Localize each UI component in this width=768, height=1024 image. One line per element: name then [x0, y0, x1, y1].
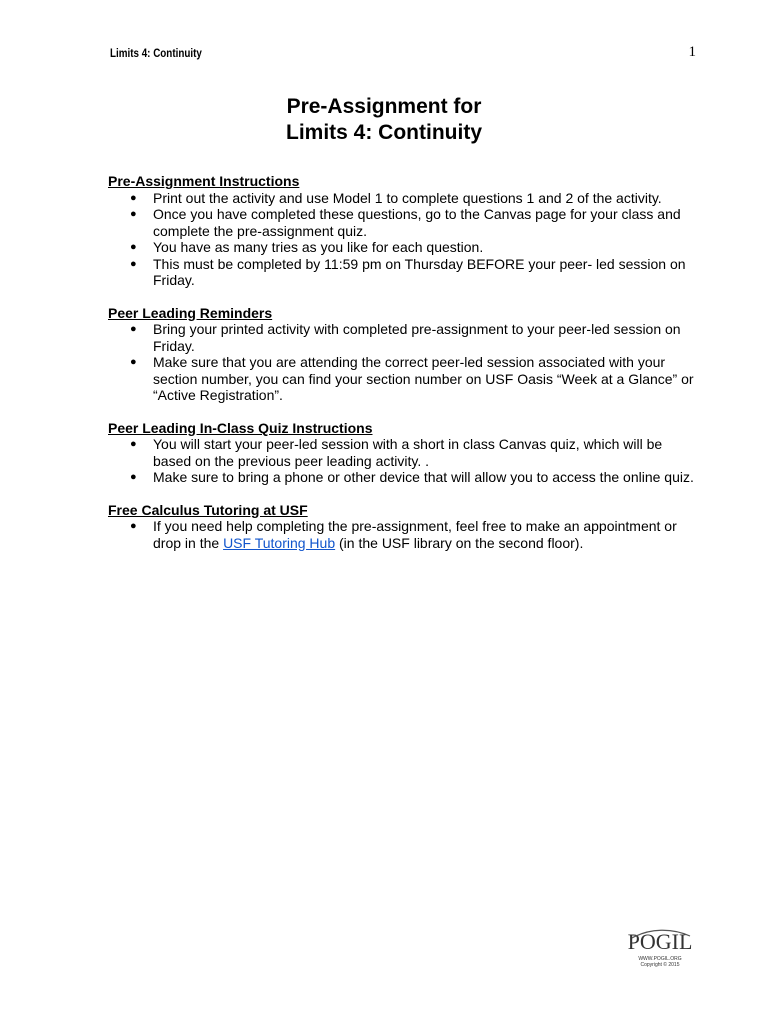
bullet-icon: ●	[130, 520, 137, 532]
bullet-icon: ●	[130, 438, 137, 450]
list-item-text: Bring your printed activity with completed pre-assignment to your peer-led session on Friday.	[153, 321, 681, 354]
document-body	[108, 173, 698, 567]
section-heading: Peer Leading Reminders	[108, 304, 273, 321]
list-item-text: Make sure to bring a phone or other device that will allow you to access the online quiz.	[153, 469, 694, 485]
page-number: 1	[688, 44, 696, 60]
logo-url: WWW.POGIL.ORG	[638, 956, 682, 962]
tutoring-text-before: If you need help completing the pre-assignment, feel free to make an appointment or drop in the	[153, 518, 677, 551]
pogil-logo	[624, 930, 696, 968]
bullet-icon: ●	[130, 241, 137, 253]
section-free-tutoring	[108, 502, 698, 552]
bullet-icon: ●	[130, 208, 137, 220]
list-item	[108, 354, 698, 404]
bullet-icon: ●	[130, 191, 137, 204]
logo-wordmark: POGIL	[627, 929, 693, 954]
section-quiz-instructions	[108, 420, 698, 486]
section-heading: Pre-Assignment Instructions	[108, 173, 300, 189]
bullet-list	[108, 436, 698, 486]
logo-copyright: Copyright © 2015	[640, 962, 680, 968]
list-item	[108, 518, 698, 551]
list-item	[108, 190, 698, 207]
list-item-text: Make sure that you are attending the correct peer-led session associated with your section number, you can find your section number on USF Oasis “Week at a Glance” or “Active Registration”.	[153, 354, 694, 403]
list-item-text: Once you have completed these questions, go to the Canvas page for your class and complete the pre-assignment quiz.	[153, 206, 681, 239]
running-header-title: Limits 4: Continuity	[110, 46, 202, 60]
section-peer-leading-reminders	[108, 305, 698, 404]
list-item-text: This must be completed by 11:59 pm on Thursday BEFORE your peer- led session on Friday.	[153, 255, 686, 288]
title-line-2: Limits 4: Continuity	[286, 121, 482, 144]
section-heading: Free Calculus Tutoring at USF	[108, 501, 308, 518]
list-item	[108, 239, 698, 256]
section-heading: Peer Leading In-Class Quiz Instructions	[108, 419, 373, 436]
page-title	[0, 94, 768, 146]
list-item	[108, 256, 698, 289]
logo-swoosh-icon	[630, 928, 692, 940]
list-item-text: You will start your peer-led session with a short in class Canvas quiz, which will be based on the previous peer leading activity. .	[153, 436, 663, 469]
section-pre-assignment-instructions	[108, 173, 698, 289]
list-item	[108, 436, 698, 469]
bullet-list	[108, 190, 698, 289]
bullet-list	[108, 321, 698, 404]
bullet-icon: ●	[130, 257, 137, 270]
list-item	[108, 469, 698, 486]
bullet-icon: ●	[130, 471, 137, 483]
title-line-1: Pre-Assignment for	[286, 95, 482, 118]
bullet-list	[108, 518, 698, 551]
list-item-text: You have as many tries as you like for each question.	[153, 239, 484, 255]
bullet-icon: ●	[130, 356, 137, 368]
bullet-icon: ●	[130, 323, 137, 335]
tutoring-text-after: (in the USF library on the second floor).	[335, 534, 584, 551]
usf-tutoring-hub-link[interactable]: USF Tutoring Hub	[223, 534, 336, 551]
list-item	[108, 321, 698, 354]
list-item-text: Print out the activity and use Model 1 to complete questions 1 and 2 of the activity.	[153, 189, 662, 206]
list-item	[108, 206, 698, 239]
